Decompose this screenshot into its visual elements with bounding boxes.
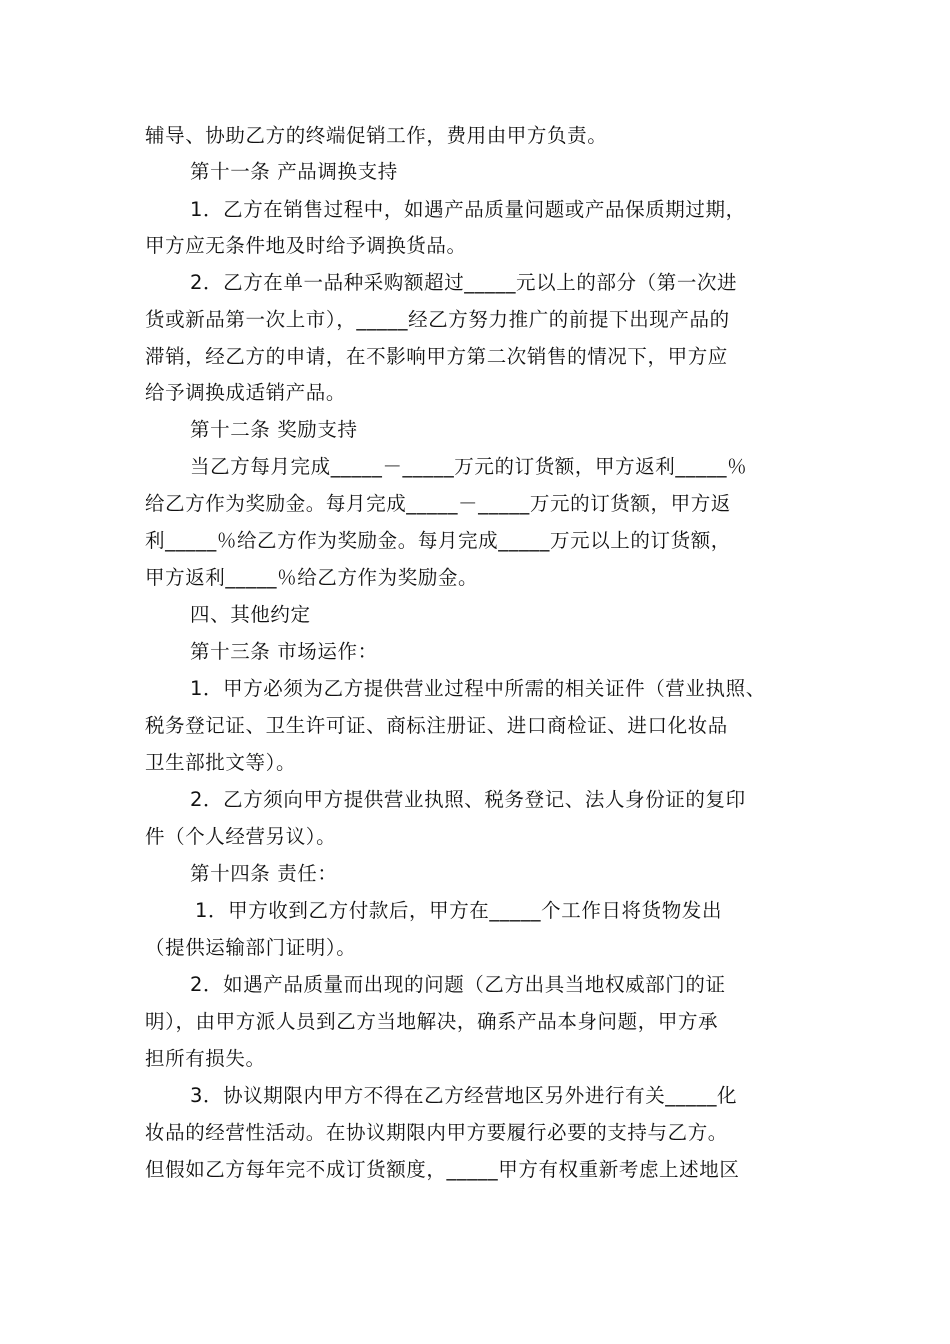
section-heading: 四、其他约定 — [190, 603, 311, 626]
paragraph-line: 妆品的经营性活动。在协议期限内甲方要履行必要的支持与乙方。 — [145, 1121, 728, 1144]
paragraph-line: 2．乙方在单一品种采购额超过_____元以上的部分（第一次进 — [190, 271, 738, 294]
paragraph-line: 件（个人经营另议）。 — [145, 825, 337, 848]
paragraph-line: 甲方返利_____％给乙方作为奖励金。 — [145, 566, 479, 589]
paragraph-line: 1．甲方收到乙方付款后，甲方在_____个工作日将货物发出 — [195, 899, 723, 922]
paragraph-line: 3．协议期限内甲方不得在乙方经营地区另外进行有关_____化 — [190, 1084, 738, 1107]
paragraph-line: 滞销，经乙方的申请，在不影响甲方第二次销售的情况下，甲方应 — [145, 345, 728, 368]
paragraph-line: 1．乙方在销售过程中，如遇产品质量问题或产品保质期过期， — [190, 198, 746, 221]
paragraph-line: 2．如遇产品质量而出现的问题（乙方出具当地权威部门的证 — [190, 973, 726, 996]
paragraph-line: 辅导、协助乙方的终端促销工作，费用由甲方负责。 — [145, 124, 608, 147]
paragraph-line: 给予调换成适销产品。 — [145, 381, 347, 404]
paragraph-line: 货或新品第一次上市），_____经乙方努力推广的前提下出现产品的 — [145, 308, 730, 331]
article-heading: 第十一条 产品调换支持 — [190, 160, 398, 183]
article-heading: 第十四条 责任： — [190, 862, 338, 885]
article-heading: 第十二条 奖励支持 — [190, 418, 358, 441]
paragraph-line: 1．甲方必须为乙方提供营业过程中所需的相关证件（营业执照、 — [190, 677, 766, 700]
paragraph-line: （提供运输部门证明）。 — [145, 936, 357, 959]
article-heading: 第十三条 市场运作： — [190, 640, 378, 663]
paragraph-line: 给乙方作为奖励金。每月完成_____－_____万元的订货额，甲方返 — [145, 492, 731, 515]
paragraph-line: 担所有损失。 — [145, 1047, 266, 1070]
paragraph-line: 但假如乙方每年完不成订货额度，_____甲方有权重新考虑上述地区 — [145, 1158, 740, 1181]
paragraph-line: 税务登记证、卫生许可证、商标注册证、进口商检证、进口化妆品 — [145, 714, 728, 737]
paragraph-line: 2．乙方须向甲方提供营业执照、税务登记、法人身份证的复印 — [190, 788, 746, 811]
paragraph-line: 当乙方每月完成_____－_____万元的订货额，甲方返利_____％ — [190, 455, 748, 478]
paragraph-line: 利_____％给乙方作为奖励金。每月完成_____万元以上的订货额， — [145, 529, 731, 552]
paragraph-line: 甲方应无条件地及时给予调换货品。 — [145, 234, 467, 257]
paragraph-line: 卫生部批文等）。 — [145, 751, 297, 774]
paragraph-line: 明），由甲方派人员到乙方当地解决，确系产品本身问题，甲方承 — [145, 1010, 719, 1033]
